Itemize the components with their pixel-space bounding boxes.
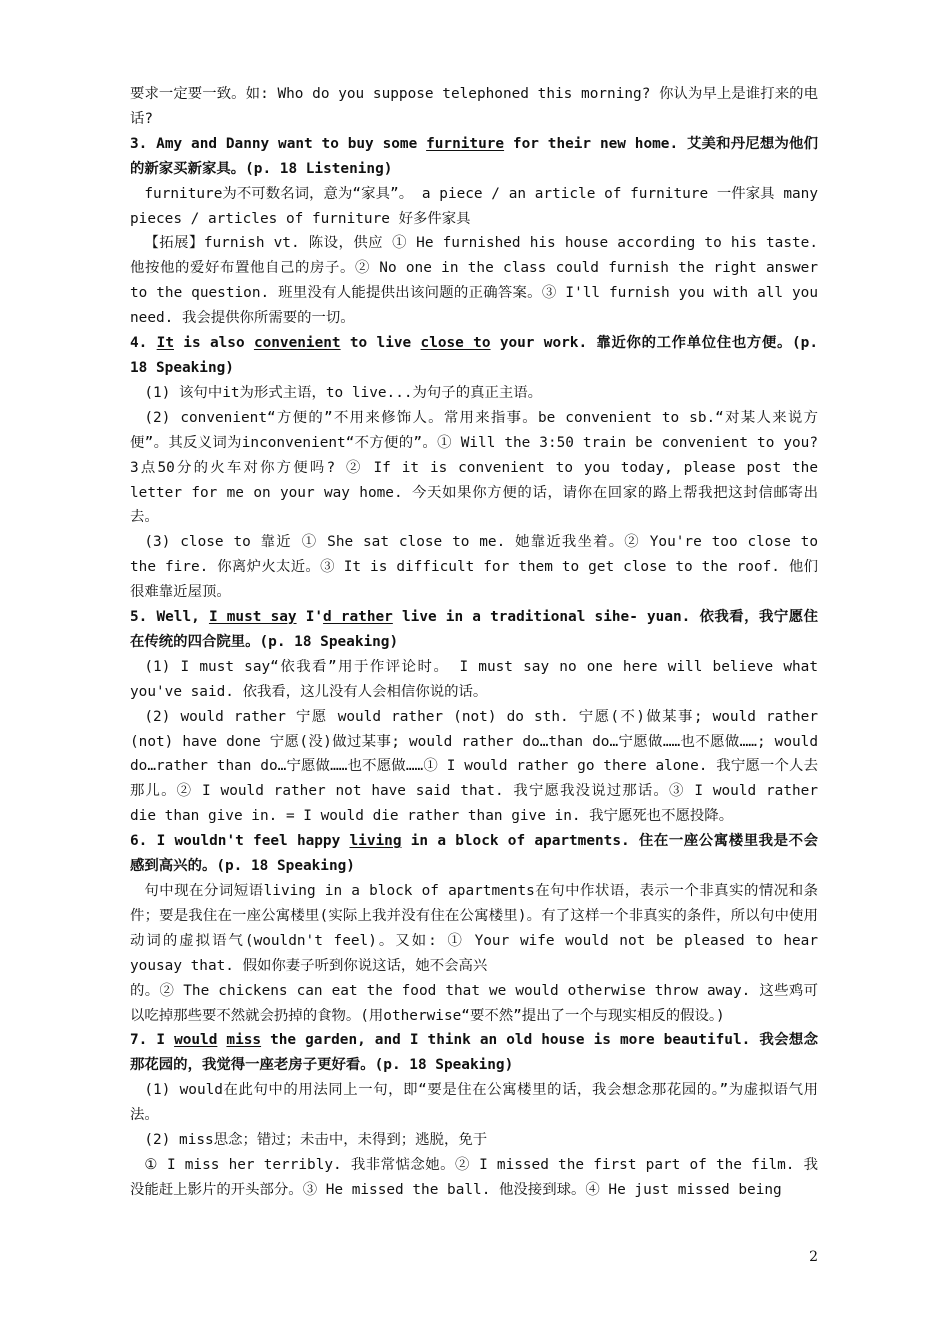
underlined-term: living xyxy=(349,833,402,850)
text-run: ① I miss her terribly. 我非常惦念她。② I missed the first part of the film. 我没能赶上影片的开头部分。③ He missed the ball. 他没接到球。④ He just missed being xyxy=(130,1156,818,1198)
body-paragraph xyxy=(130,406,818,531)
body-paragraph xyxy=(130,655,818,705)
underlined-term: close to xyxy=(420,335,491,352)
body-paragraph xyxy=(130,231,818,331)
text-run: (2) convenient“方便的”不用来修饰人。常用来指事。be convenient to sb.“对某人来说方便”。其反义词为inconvenient“不方便的”。① Will the 3:50 train be convenient to you? 3点50分的火车对你方便吗? ② If it is convenient to you today, please post the letter for me on your way home. 今天如果你方便的话，请你在回家的路上帮我把这封信邮寄出去。 xyxy=(130,409,818,526)
body-paragraph xyxy=(130,705,818,830)
text-run: for their new home. 艾美和丹尼想为他们的新家买新家具。(p. 18 Listening) xyxy=(130,135,818,177)
text-run: 3. Amy and Danny want to buy some xyxy=(130,135,427,152)
document-body xyxy=(130,82,818,1203)
text-run: 【拓展】furnish vt. 陈设，供应 ① He furnished his house according to his taste. 他按他的爱好布置他自己的房子。② No one in the class could furnish the right answer to the question. 班里没有人能提供出该问题的正确答案。③ I'll furnish you with all you need. 我会提供你所需要的一切。 xyxy=(130,235,818,327)
underlined-term: d rather xyxy=(323,609,393,626)
page-number: 2 xyxy=(809,1249,818,1265)
text-run: your work. 靠近你的工作单位住也方便。(p. 18 Speaking) xyxy=(130,335,819,376)
text-run: (1) I must say“依我看”用于作评论时。 I must say no one here will believe what you've said. 依我看，这儿没有人会相信你说的话。 xyxy=(130,658,818,700)
body-paragraph xyxy=(130,1128,818,1153)
section-heading xyxy=(130,605,818,655)
underlined-term: would xyxy=(174,1032,218,1049)
text-run: the garden, and I think an old house is more beautiful. 我会想念那花园的，我觉得一座老房子更好看。(p. 18 Speaking) xyxy=(130,1032,818,1074)
body-paragraph xyxy=(130,530,818,605)
text-run: I' xyxy=(296,609,324,626)
text-run: furniture为不可数名词，意为“家具”。 a piece / an article of furniture 一件家具 many pieces / articles of furniture 好多件家具 xyxy=(130,185,818,227)
underlined-term: It xyxy=(156,335,174,352)
body-paragraph xyxy=(130,879,818,979)
text-run: is also xyxy=(173,335,254,352)
text-run: live in a traditional sihe- yuan. 依我看，我宁愿住在传统的四合院里。(p. 18 Speaking) xyxy=(130,609,818,650)
text-run: 要求一定要一致。如: Who do you suppose telephoned this morning? 你认为早上是谁打来的电话? xyxy=(130,86,818,127)
section-heading xyxy=(130,1028,818,1078)
text-run: 6. I wouldn't feel happy xyxy=(130,833,350,850)
section-heading xyxy=(130,132,818,182)
body-paragraph xyxy=(130,381,818,406)
underlined-term: convenient xyxy=(253,335,341,352)
text-run: (3) close to 靠近 ① She sat close to me. 她靠近我坐着。② You're too close to the fire. 你离炉火太近。③ It is difficult for them to get close to the roof. 他们很难靠近屋顶。 xyxy=(130,534,818,601)
text-run: in a block of apartments. 住在一座公寓楼里我是不会感到高兴的。(p. 18 Speaking) xyxy=(130,833,818,875)
text-run: (2) would rather 宁愿 would rather (not) do sth. 宁愿(不)做某事; would rather (not) have done 宁愿(没)做过某事; would rather do…than do…宁愿做……也不愿做……; would do…rather than do…宁愿做……也不愿做……① I would rather go there alone. 我宁愿一个人去那儿。② I would rather not have said that. 我宁愿我没说过那话。③ I would rather die than give in. = I would die rather than give in. 我宁愿死也不愿投降。 xyxy=(130,708,818,825)
text-run: (1) would在此句中的用法同上一句，即“要是住在公寓楼里的话，我会想念那花园的。”为虚拟语气用法。 xyxy=(130,1082,818,1124)
text-run: (2) miss思念；错过；未击中，未得到；逃脱，免于 xyxy=(144,1132,488,1149)
text-run: (1) 该句中it为形式主语，to live...为句子的真正主语。 xyxy=(144,384,543,401)
text-run: 句中现在分词短语living in a block of apartments在句中作状语，表示一个非真实的情况和条件；要是我住在一座公寓楼里(实际上我并没有住在公寓楼里)。有了这样一个非真实的条件，所以句中使用动词的虚拟语气(wouldn't feel)。又如: ① Your wife would not be pleased to hear yousay that. 假如你妻子听到你说这话，她不会高兴 xyxy=(130,883,818,974)
body-paragraph xyxy=(130,979,818,1029)
body-paragraph xyxy=(130,1153,818,1203)
underlined-term: miss xyxy=(226,1032,262,1049)
text-run: 5. Well, xyxy=(130,609,209,626)
text-run: 7. I xyxy=(130,1032,175,1049)
body-paragraph xyxy=(130,82,818,132)
body-paragraph xyxy=(130,182,818,232)
text-run: 的。② The chickens can eat the food that we would otherwise throw away. 这些鸡可以吃掉那些要不然就会扔掉的食物。(用otherwise“要不然”提出了一个与现实相反的假设。) xyxy=(130,982,818,1024)
section-heading xyxy=(130,331,818,381)
underlined-term: I must say xyxy=(208,609,297,626)
body-paragraph xyxy=(130,1078,818,1128)
underlined-term: furniture xyxy=(426,135,505,152)
text-run: to live xyxy=(340,335,421,352)
text-run: 4. xyxy=(130,335,157,352)
section-heading xyxy=(130,829,818,879)
